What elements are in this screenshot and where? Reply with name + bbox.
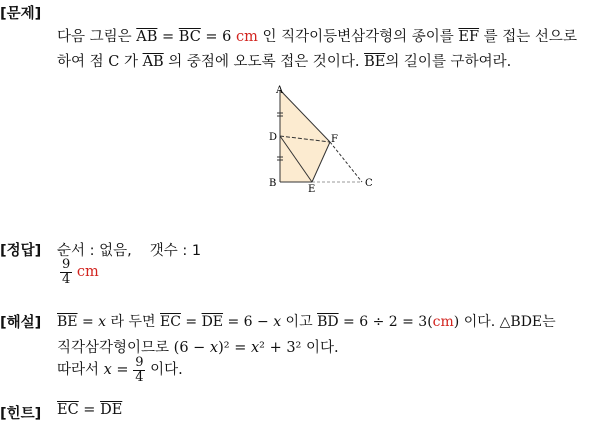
segment-ab: $\overline{AB}$ <box>142 54 164 70</box>
label-c: C <box>365 178 373 189</box>
label-e: E <box>308 184 316 195</box>
label-d: D <box>269 132 278 143</box>
segment-bc: $\overline{BC}$ <box>178 29 201 45</box>
folded-triangle-figure <box>262 80 392 195</box>
folded-region <box>280 90 330 182</box>
segment-ec: $\overline{EC}$ <box>57 402 79 418</box>
solution-line-1: $\overline{BE} = x$ 라 두면 $\overline{EC} = \overline{DE} = 6 - x$ 이고 $\overline{BD} = 6 \div 2 = 3(cm)$ 이다. △BDE는 <box>57 314 556 330</box>
label-f: F <box>331 134 338 145</box>
solution-line-3: 따라서 x = $\frac{9}{4}$ 이다. <box>57 355 183 385</box>
segment-de: $\overline{DE}$ <box>201 314 224 330</box>
answer-order: 순서 : 없음, <box>57 243 132 259</box>
segment-be: $\overline{BE}$ <box>364 54 386 70</box>
problem-intro: 다음 그림은 <box>57 29 137 45</box>
answer-fraction: $\frac{9}{4}$ <box>62 257 71 287</box>
answer-meta <box>57 239 201 260</box>
solution-tag: [해설] <box>0 315 42 331</box>
answer-tag: [정답] <box>0 243 42 259</box>
segment-de: $\overline{DE}$ <box>100 402 123 418</box>
segment-bd: $\overline{BD}$ <box>317 314 339 330</box>
unit-cm: cm <box>236 29 258 45</box>
edge-fc-dashed <box>330 142 362 182</box>
segment-be: $\overline{BE}$ <box>57 314 78 330</box>
answer-count: 갯수 : 1 <box>149 243 202 259</box>
segment-ec: $\overline{EC}$ <box>160 314 181 330</box>
segment-ab: $\overline{AB}$ <box>136 29 158 45</box>
hint-tag: [힌트] <box>0 406 42 422</box>
segment-ef: $\overline{EF}$ <box>458 29 480 45</box>
problem-tag: [문제] <box>0 6 42 22</box>
problem-line-1: 다음 그림은 $\overline{AB} = \overline{BC} = 6$ cm 인 직각이등변삼각형의 종이를 $\overline{EF}$ 를 접는 선으로 <box>57 29 577 45</box>
label-b: B <box>269 178 277 189</box>
unit-cm: cm <box>432 314 454 330</box>
problem-line-2: 하여 점 C 가 $\overline{AB}$ 의 중점에 오도록 접은 것이다. $\overline{BE}$의 길이를 구하여라. <box>57 54 512 70</box>
answer-value <box>60 258 99 286</box>
solution-line-2: 직각삼각형이므로 (6 − x)² = x² + 3² 이다. <box>57 340 339 356</box>
label-a: A <box>276 85 284 96</box>
hint-line: $\overline{EC} = \overline{DE}$ <box>57 402 123 418</box>
solution-fraction: $\frac{9}{4}$ <box>135 355 144 385</box>
answer-unit: cm <box>76 264 99 281</box>
